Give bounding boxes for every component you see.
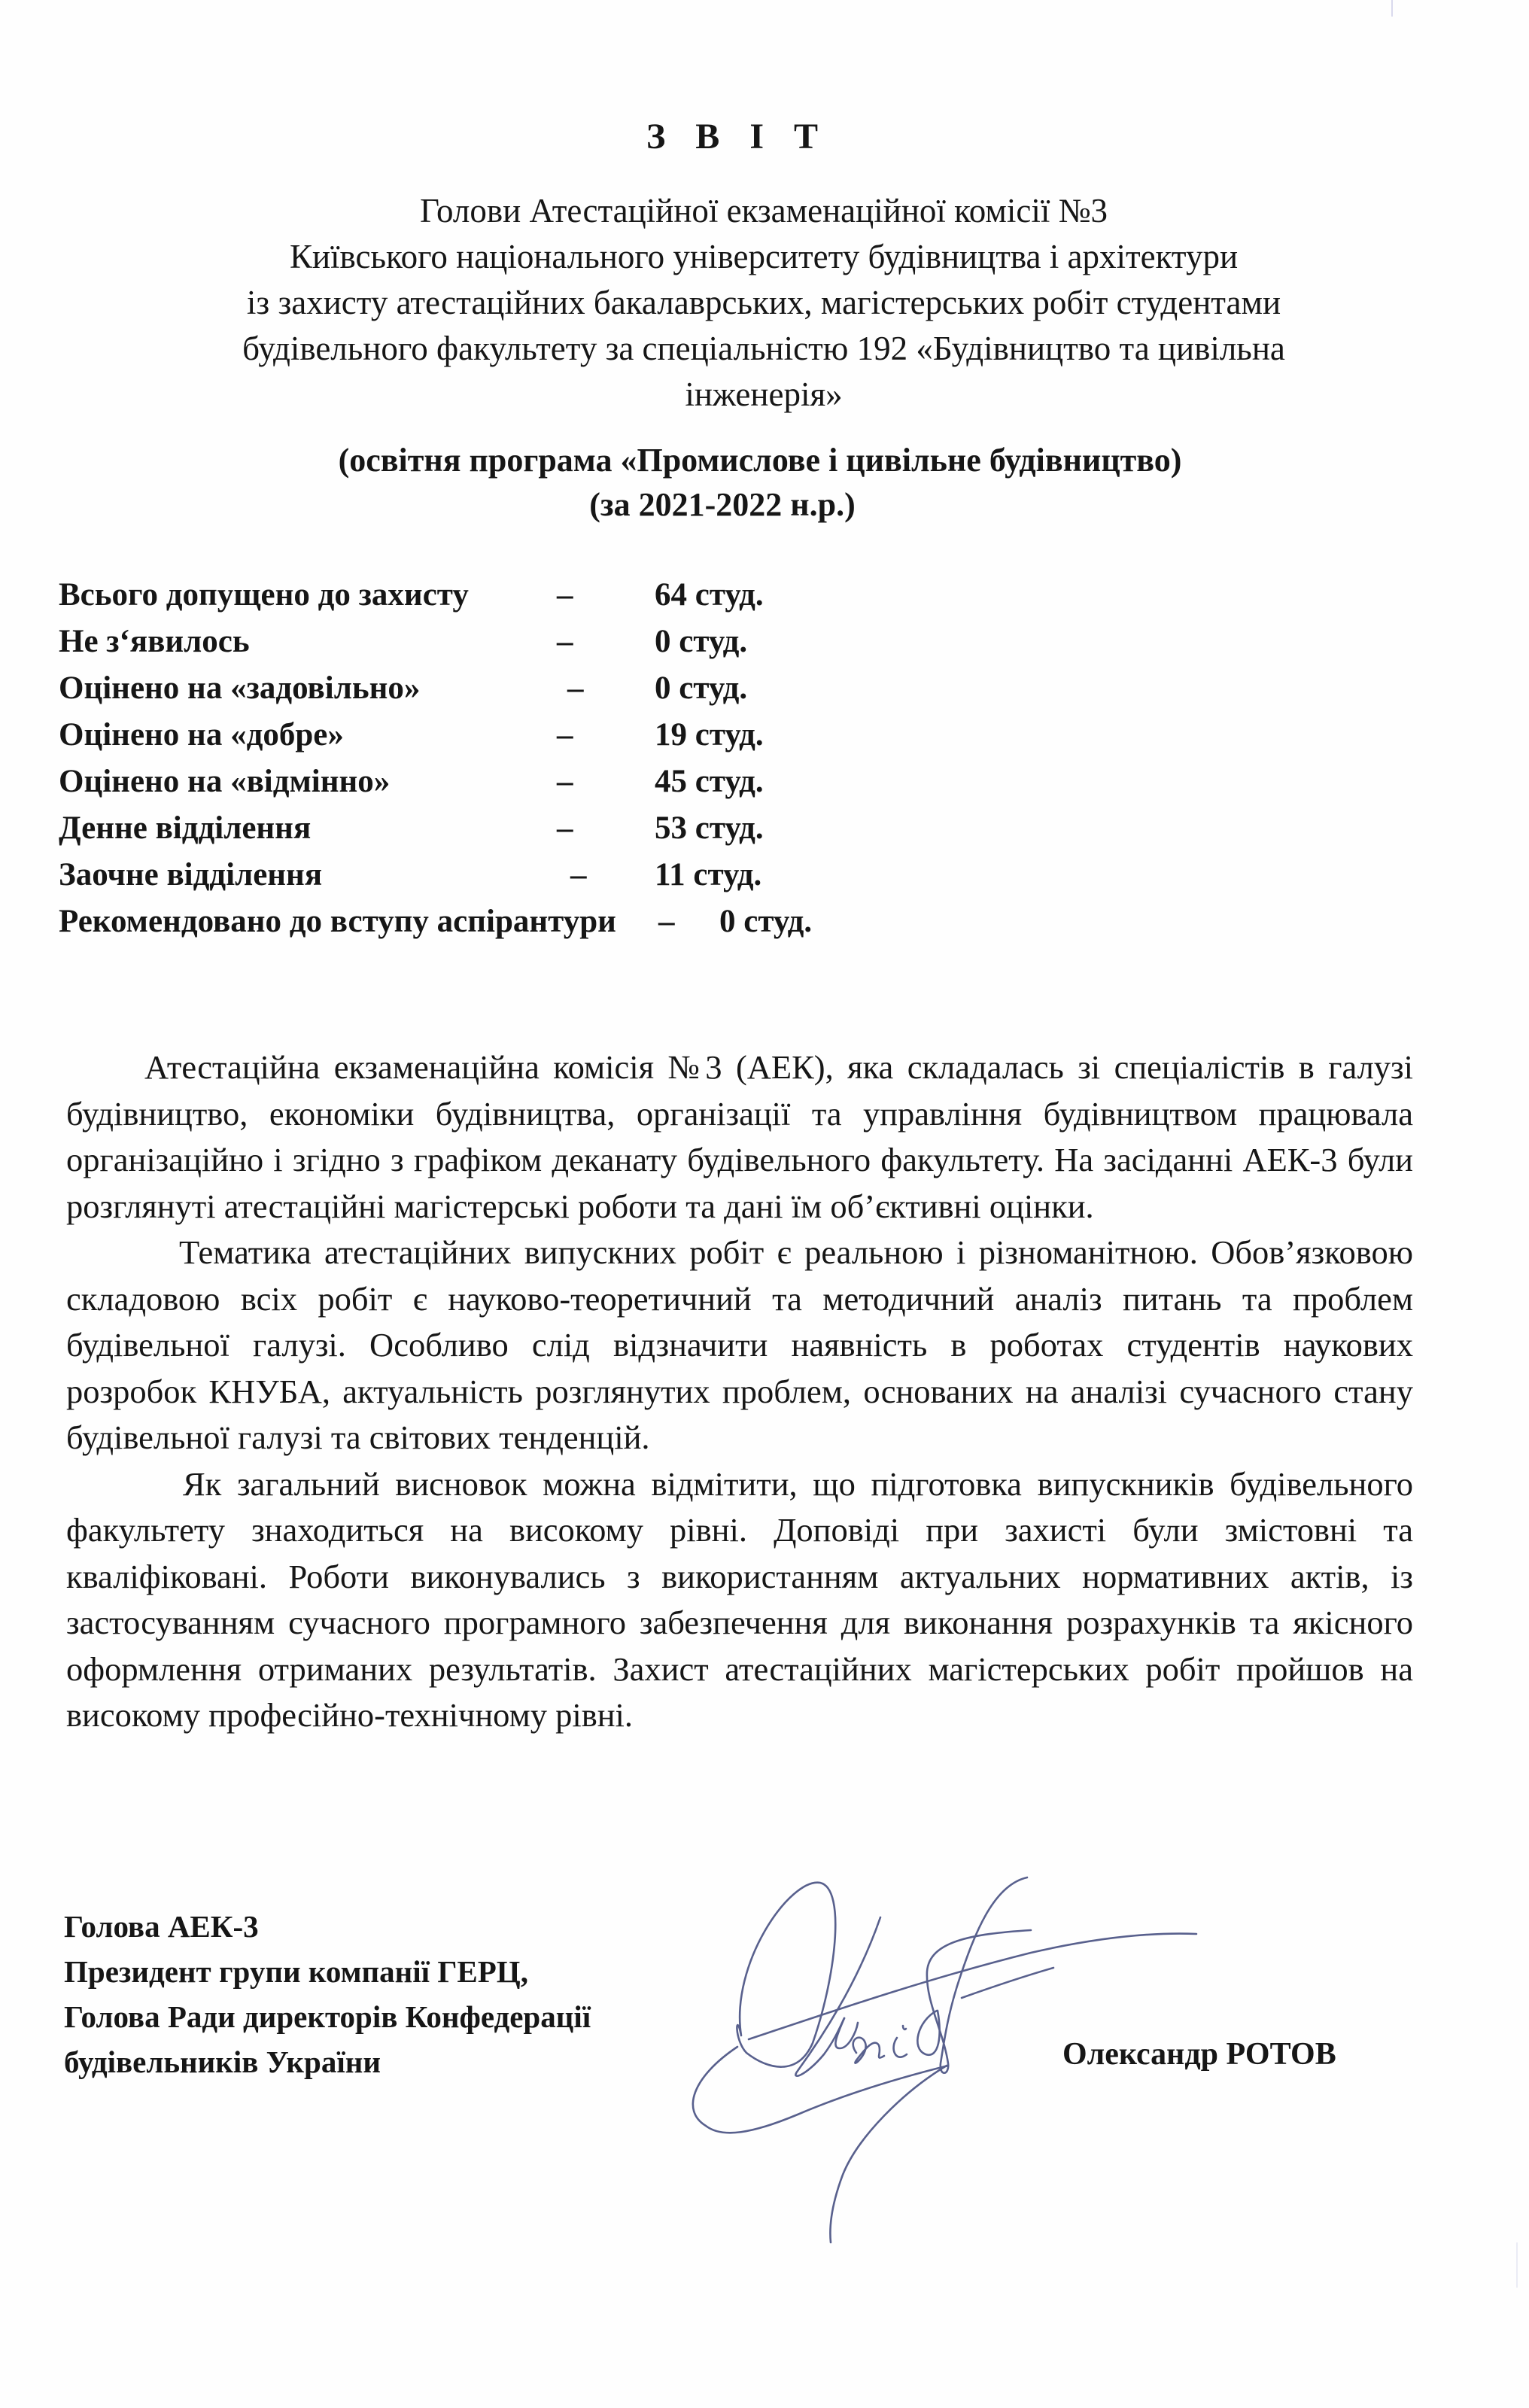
report-body (66, 1044, 1413, 1739)
stat-value: 0 студ. (719, 904, 813, 939)
header-line-specialty-cont: інженерія» (685, 375, 843, 413)
stat-label: Денне відділення (59, 810, 312, 846)
stat-value: 64 студ. (655, 577, 764, 613)
header-line-commission: Голови Атестаційної екзаменаційної комісії №3 (419, 192, 1108, 230)
stat-row-postgraduate (59, 898, 886, 945)
body-paragraph-conclusion: Як загальний висновок можна відмітити, що підготовка випускників будівельного факультету знаходиться на високому рівні. Доповіді при захисті були змістовні та кваліфіковані. Роботи виконувались з використанням актуальних нормативних актів, із застосуванням сучасного програмного забезпечення для виконання розрахунків та якісного оформлення отриманих результатів. Захист атестаційних магістерських робіт пройшов на високому професійно-технічному рівні. (66, 1464, 1413, 1734)
stat-value: 0 студ. (655, 624, 748, 659)
stat-row-admitted (59, 572, 886, 619)
stat-dash: – (658, 904, 675, 939)
stat-dash: – (557, 624, 573, 659)
stat-dash: – (557, 764, 573, 799)
stat-label: Всього допущено до захисту (59, 577, 469, 613)
signatory-title-line: будівельників України (64, 2045, 381, 2079)
stat-row-part-time (59, 852, 886, 898)
stat-label: Не з‘явилось (59, 624, 250, 659)
stat-row-satisfactory (59, 665, 886, 712)
stat-row-excellent (59, 759, 886, 805)
stat-dash: – (570, 857, 587, 892)
academic-year-line: (за 2021-2022 н.р.) (589, 486, 856, 523)
scan-artifact (1516, 2242, 1518, 2288)
program-line: (освітня програма «Промислове і цивільне будівництво) (338, 442, 1182, 479)
stat-label: Оцінено на «добре» (59, 717, 344, 752)
stat-dash: – (557, 810, 573, 846)
header-line-specialty: будівельного факультету за спеціальністю 192 «Будівництво та цивільна (242, 330, 1285, 367)
body-paragraph-topics: Тематика атестаційних випускних робіт є реальною і різноманітною. Обов’язковою складовою всіх робіт є науково-теоретичний та методичний аналіз питань та проблем будівельної галузі. Особливо слід відзначити наявність в роботах студентів наукових розробок КНУБА, актуальність розглянутих проблем, основаних на аналізі сучасного стану будівельної галузі та світових тенденцій. (66, 1233, 1413, 1456)
header-line-university: Київського національного університету будівництва і архітектури (289, 238, 1239, 275)
signatory-name: Олександр РОТОВ (1062, 2037, 1336, 2072)
stat-dash: – (557, 577, 573, 613)
stat-row-full-time (59, 805, 886, 852)
header-line-defense: із захисту атестаційних бакалаврських, магістерських робіт студентами (246, 284, 1281, 321)
stat-label: Оцінено на «відмінно» (59, 764, 391, 799)
signatory-title-line: Голова Ради директорів Конфедерації (64, 1999, 591, 2034)
stat-value: 19 студ. (655, 717, 764, 752)
signatory-title-line: Президент групи компанії ГЕРЦ, (64, 1954, 528, 1989)
stat-row-good (59, 712, 886, 759)
scan-artifact (1391, 0, 1393, 17)
stat-value: 11 студ. (655, 857, 762, 892)
stat-value: 0 студ. (655, 670, 748, 706)
stat-value: 53 студ. (655, 810, 764, 846)
document-title: З В І Т (646, 117, 829, 157)
document-header (60, 188, 1467, 418)
stat-label: Рекомендовано до вступу аспірантури (59, 904, 616, 939)
signatory-titles (64, 1904, 591, 2084)
stat-label: Оцінено на «задовільно» (59, 670, 421, 706)
stat-value: 45 студ. (655, 764, 764, 799)
signatory-title-line: Голова АЕК-3 (64, 1909, 259, 1944)
stat-row-absent (59, 619, 886, 665)
statistics-list (59, 572, 886, 945)
stat-dash: – (557, 717, 573, 752)
stat-dash: – (567, 670, 584, 706)
body-paragraph-commission: Атестаційна екзаменаційна комісія №3 (АЕК), яка складалась зі спеціалістів в галузі будівництво, економіки будівництва, організації та управління будівництвом працювала організаційно і згідно з графіком деканату будівельного факультету. На засіданні АЕК-3 були розглянуті атестаційні магістерські роботи та дані їм об’єктивні оцінки. (66, 1048, 1413, 1225)
stat-label: Заочне відділення (59, 857, 323, 892)
